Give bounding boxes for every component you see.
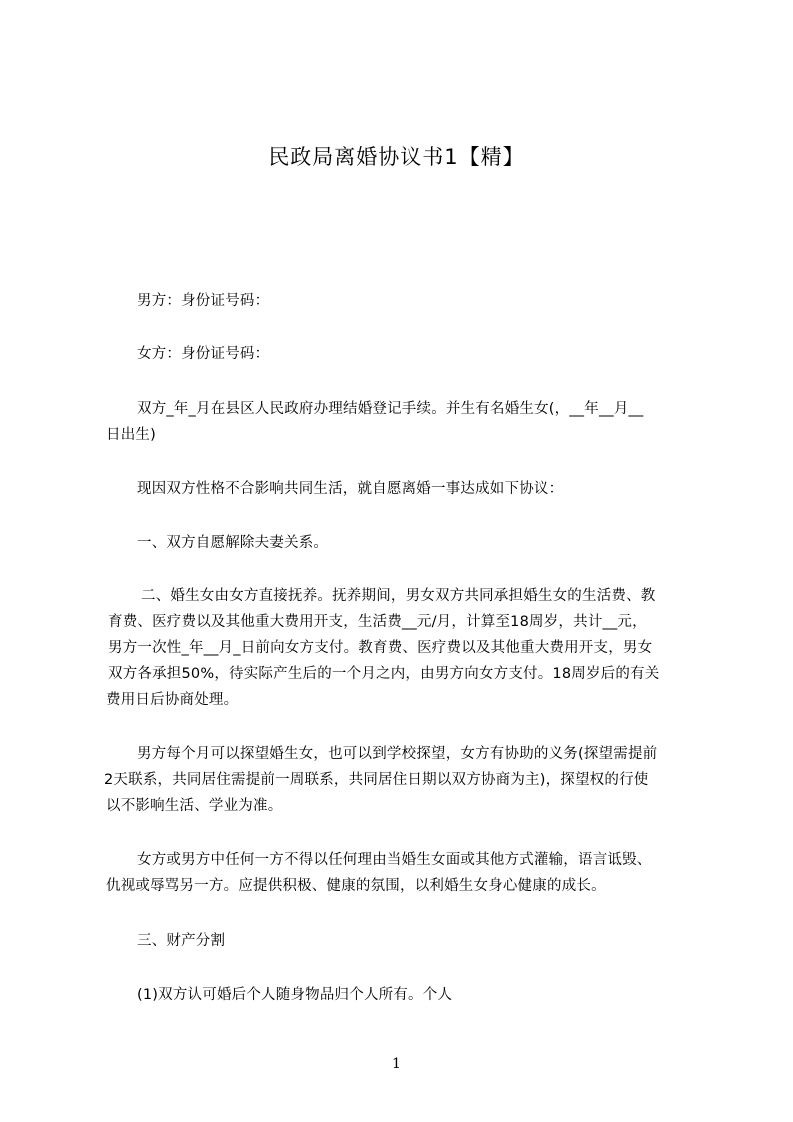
clause-2-line-3: 男方一次性_年__月_日前向女方支付。教育费、医疗费以及其他重大费用开支，男女 (108, 640, 653, 656)
visitation-line-1: 男方每个月可以探望婚生女，也可以到学校探望，女方有协助的义务(探望需提前 (137, 746, 658, 762)
visitation-line-2: 2天联系，共同居住需提前一周联系，共同居住日期以双方协商为主)，探望权的行使 (104, 772, 649, 788)
page-number: 1 (392, 1056, 401, 1072)
clause-2-line-1: 二、婚生女由女方直接抚养。抚养期间，男女双方共同承担婚生女的生活费、教 (141, 588, 656, 604)
marriage-registration-line-1: 双方_年_月在县区人民政府办理结婚登记手续。并生有名婚生女(，__年__月__ (137, 401, 644, 417)
conduct-line-1: 女方或男方中任何一方不得以任何理由当婚生女面或其他方式灌输，语言诋毁、 (137, 852, 652, 868)
conduct-line-2: 仇视或辱骂另一方。应提供积极、健康的氛围，以利婚生女身心健康的成长。 (106, 878, 606, 894)
clause-1-line: 一、双方自愿解除夫妻关系。 (137, 535, 329, 551)
clause-2-line-5: 费用日后协商处理。 (106, 692, 239, 708)
property-item-1-line: (1)双方认可婚后个人随身物品归个人所有。个人 (137, 987, 453, 1003)
female-party-line: 女方：身份证号码： (137, 346, 270, 362)
visitation-line-3: 以不影响生活、学业为准。 (106, 798, 283, 814)
document-title: 民政局离婚协议书1【精】 (268, 145, 525, 169)
marriage-registration-line-2: 日出生) (106, 427, 156, 443)
clause-2-line-4: 双方各承担50%，待实际产生后的一个月之内，由男方向女方支付。18周岁后的有关 (108, 666, 660, 682)
male-party-line: 男方：身份证号码： (137, 293, 270, 309)
agreement-intro-line: 现因双方性格不合影响共同生活，就自愿离婚一事达成如下协议： (137, 481, 564, 497)
clause-3-heading: 三、财产分割 (137, 933, 226, 949)
clause-2-line-2: 育费、医疗费以及其他重大费用开支，生活费__元/月，计算至18周岁，共计__元， (108, 614, 647, 630)
